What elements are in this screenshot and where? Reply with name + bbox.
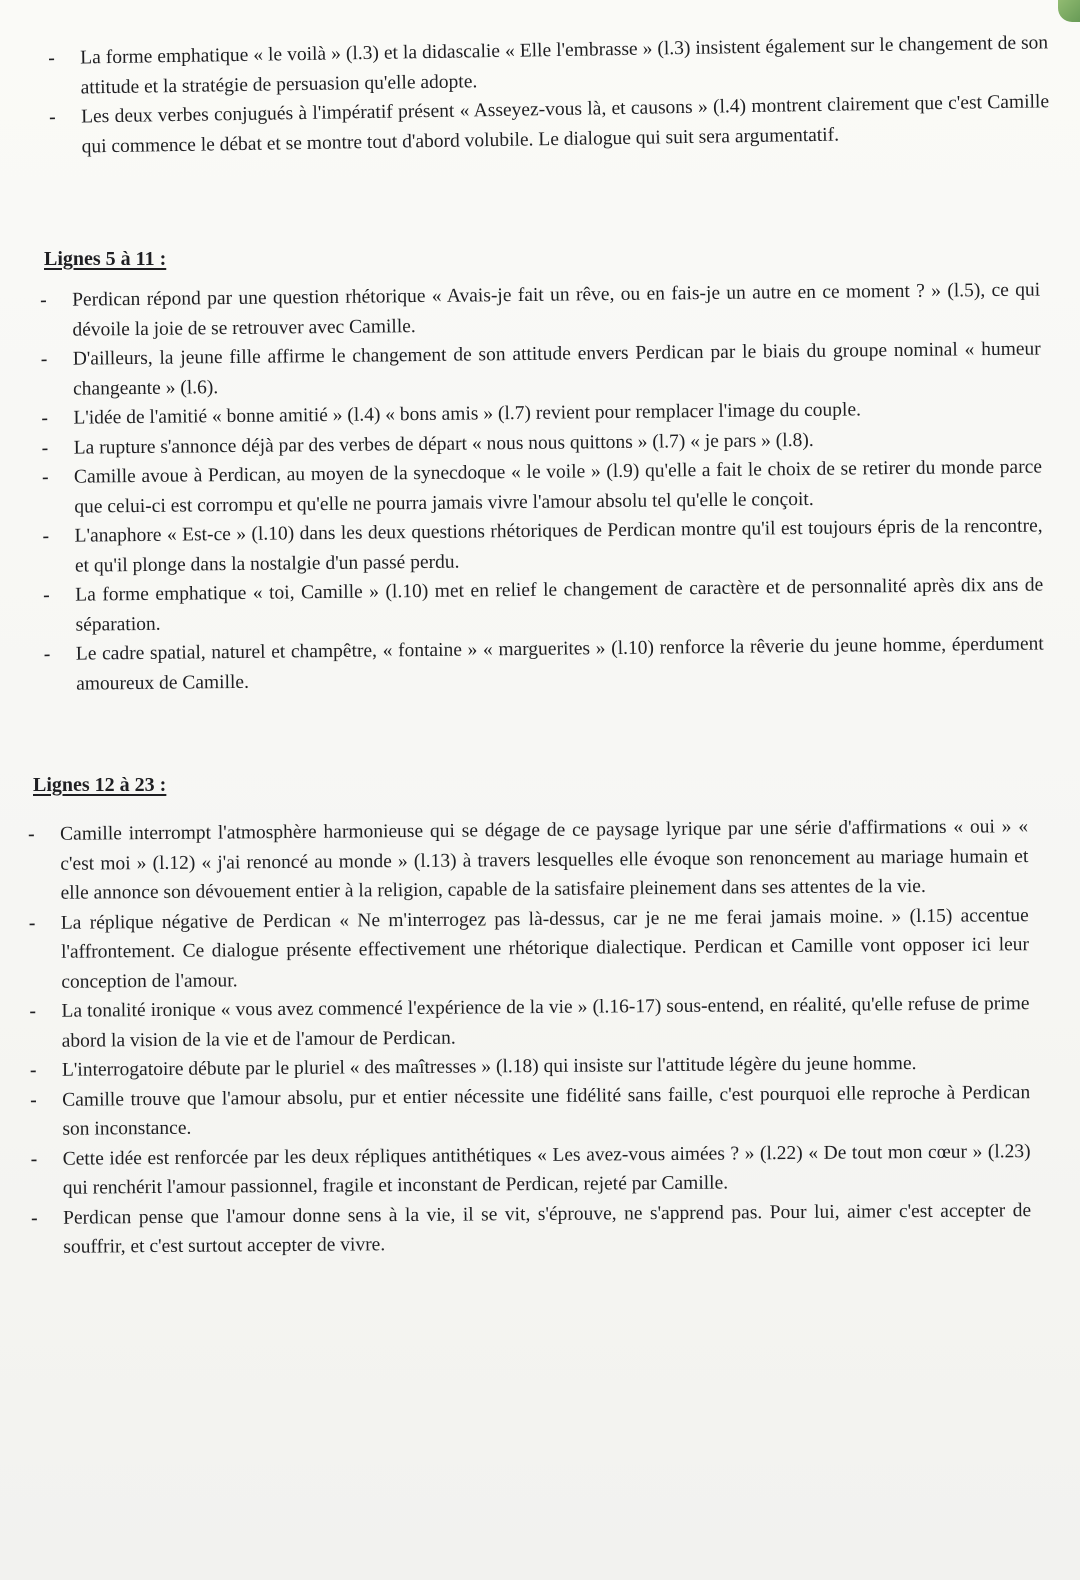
bullet-dash: - (41, 437, 49, 459)
section1-list (40, 276, 1044, 699)
bullet-dash: - (48, 106, 56, 128)
list-item-text: Perdican pense que l'amour donne sens à la vie, il se vit, s'éprouve, ne s'apprend pas. Pour lui, aimer c'est accepter de souffrir, et c'est surtout accepter de vivre. (63, 1199, 1032, 1258)
list-item-text: Perdican répond par une question rhétorique « Avais-je fait un rêve, ou en fais-je un autre en ce moment ? » (l.5), ce qui dévoile la joie de se retrouver avec Camille. (72, 279, 1041, 341)
bullet-dash: - (40, 289, 47, 311)
bullet-dash: - (29, 1000, 37, 1022)
list-item-text: Cette idée est renforcée par les deux répliques antithétiques « Les avez-vous aimées ? » (l.22) « De tout mon cœur » (l.23) qui renchérit l'amour passionnel, fragile et inconstant de Perdican, rejeté par Camille. (62, 1140, 1031, 1199)
bullet-dash: - (40, 348, 48, 370)
section-lines-5-11 (40, 276, 1044, 699)
bullet-dash: - (31, 1207, 38, 1229)
list-item-text: Camille avoue à Perdican, au moyen de la synecdoque « le voile » (l.9) qu'elle a fait le choix de se retirer du monde parce que celui-ci est corrompu et qu'elle ne pourra jamais vivre l'amour absolu tel qu'elle le conçoit. (73, 456, 1043, 518)
list-item-text: Camille trouve que l'amour absolu, pur et entier nécessite une fidélité sans faille, c'est pourquoi elle reproche à Perdican son inconstance. (62, 1081, 1031, 1140)
list-item-text: L'interrogatoire débute par le pluriel « des maîtresses » (l.18) qui insiste sur l'attitude légère du jeune homme. (61, 1053, 917, 1081)
list-item-text: La rupture s'annonce déjà par des verbes de départ « nous nous quittons » (l.7) « je pars » (l.8). (73, 429, 814, 459)
bullet-dash: - (43, 643, 51, 665)
list-item-text: L'anaphore « Est-ce » (l.10) dans les deux questions rhétoriques de Perdican montre qu'il est toujours épris de la rencontre, et qu'il plonge dans la nostalgie d'un passé perdu. (74, 515, 1043, 577)
bullet-dash: - (28, 912, 36, 934)
list-item (41, 335, 1042, 404)
list-item (42, 512, 1043, 581)
intro-bullets (48, 28, 1050, 162)
list-item (31, 1137, 1031, 1204)
bullet-dash: - (41, 466, 49, 488)
section-heading-lines-5-11: Lignes 5 à 11 : (44, 248, 167, 270)
list-item-text: Les deux verbes conjugués à l'impératif présent « Asseyez-vous là, et causons » (l.4) montrent clairement que c'est Camille qui commence le débat et se montre tout d'abord volubile. Le dialogue qui suit sera argumentatif. (80, 91, 1050, 157)
list-item-text: La tonalité ironique « vous avez commencé l'expérience de la vie » (l.16-17) sous-entend, en réalité, qu'elle refuse de prime abord la vision de la vie et de l'amour de Perdican. (61, 993, 1030, 1052)
list-item (40, 276, 1041, 345)
list-item-text: La forme emphatique « le voilà » (l.3) et la didascalie « Elle l'embrasse » (l.3) insistent également sur le changement de son attitude et la stratégie de persuasion qu'elle adopte. (80, 32, 1049, 98)
list-item (29, 901, 1030, 997)
bullet-dash: - (30, 1089, 37, 1111)
list-item-text: Le cadre spatial, naturel et champêtre, « fontaine » « marguerites » (l.10) renforce la rêverie du jeune homme, éperdument amoureux de Camille. (75, 633, 1044, 695)
list-item-text: L'idée de l'amitié « bonne amitié » (l.4) « bons amis » (l.7) revient pour remplacer l'image du couple. (73, 399, 862, 429)
section-lines-12-23 (28, 812, 1031, 1262)
section2-list (28, 812, 1031, 1262)
bullet-dash: - (42, 525, 50, 547)
bullet-dash: - (29, 1059, 37, 1081)
bullet-dash: - (43, 584, 50, 606)
intro-list (48, 28, 1050, 162)
bullet-dash: - (41, 407, 48, 429)
bullet-dash: - (28, 823, 35, 845)
page-corner-mark (1058, 0, 1080, 22)
list-item-text: Camille interrompt l'atmosphère harmonieuse qui se dégage de ce paysage lyrique par une série d'affirmations « oui » « c'est moi » (l.12) « j'ai renoncé au monde » (l.13) à travers lesquelles elle évoque son renoncement au mariage humain et elle annonce son dévouement entier à la religion, capable de la satisfaire pleinement dans ses attentes de la vie. (60, 816, 1029, 904)
list-item-text: La forme emphatique « toi, Camille » (l.10) met en relief le changement de caractère et de personnalité après dix ans de séparation. (75, 574, 1044, 636)
section-heading-lines-12-23: Lignes 12 à 23 : (33, 774, 167, 796)
list-item (42, 453, 1043, 522)
list-item (43, 571, 1044, 640)
list-item-text: La réplique négative de Perdican « Ne m'interrogez pas là-dessus, car je ne me ferai jamais moine. » (l.15) accentue l'affrontement. Ce dialogue présente effectivement une rhétorique dialectique. Perdican et Camille vont opposer ici leur conception de l'amour. (60, 904, 1030, 993)
list-item-text: D'ailleurs, la jeune fille affirme le changement de son attitude envers Perdican par le biais du groupe nominal « humeur changeante » (l.6). (72, 338, 1041, 400)
bullet-dash: - (30, 1148, 38, 1170)
list-item (30, 1078, 1030, 1145)
list-item (28, 812, 1029, 908)
list-item (44, 630, 1045, 699)
list-item (31, 1196, 1031, 1263)
list-item (29, 989, 1029, 1056)
bullet-dash: - (48, 47, 55, 69)
